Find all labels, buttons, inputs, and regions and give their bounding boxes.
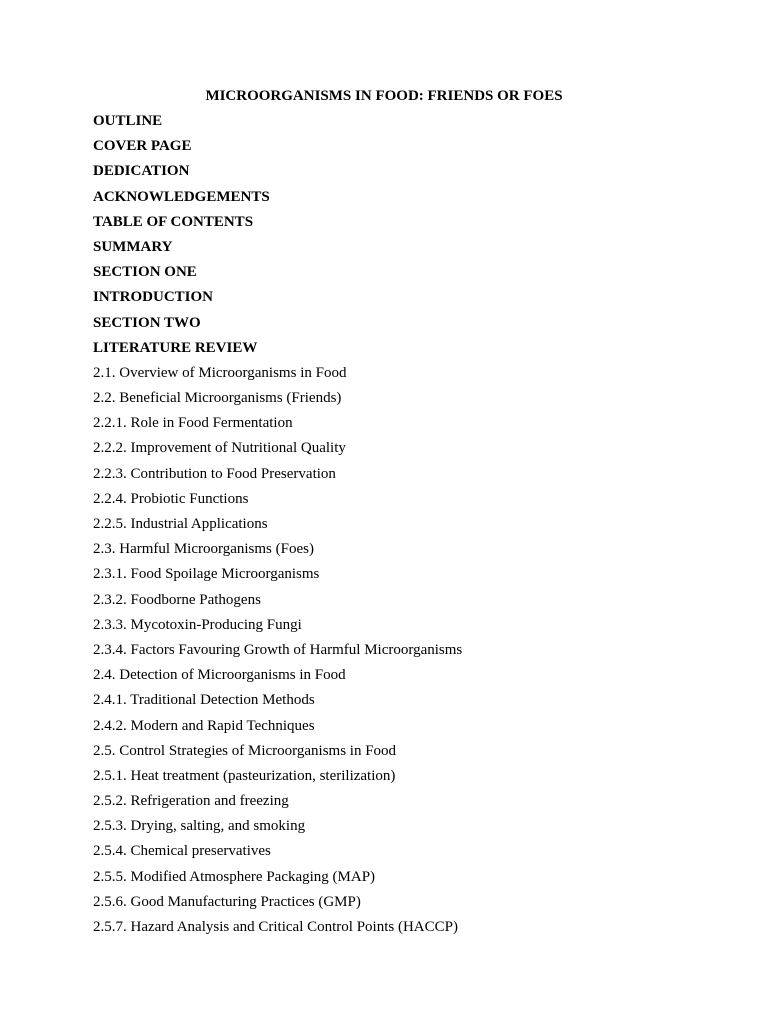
- outline-heading: OUTLINE: [93, 113, 163, 129]
- outline-entry: 2.1. Overview of Microorganisms in Food: [93, 364, 347, 381]
- outline-heading: SUMMARY: [93, 238, 173, 255]
- outline-entry: 2.2.2. Improvement of Nutritional Quality: [93, 440, 346, 457]
- outline-heading: LITERATURE REVIEW: [93, 339, 258, 356]
- outline-entry: 2.3.1. Food Spoilage Microorganisms: [93, 566, 320, 583]
- outline-heading: SECTION ONE: [93, 264, 197, 281]
- outline-heading: SECTION TWO: [93, 314, 201, 331]
- outline-heading: INTRODUCTION: [93, 289, 214, 306]
- outline-entry: 2.5.7. Hazard Analysis and Critical Control Points (HACCP): [93, 919, 458, 935]
- document-title: MICROORGANISMS IN FOOD: FRIENDS OR FOES: [205, 88, 563, 104]
- outline-entry: 2.3.3. Mycotoxin-Producing Fungi: [93, 616, 302, 633]
- outline-entry: 2.2.4. Probiotic Functions: [93, 490, 249, 507]
- outline-entry: 2.2. Beneficial Microorganisms (Friends): [93, 390, 342, 407]
- outline-entry: 2.5.1. Heat treatment (pasteurization, sterilization): [93, 767, 396, 784]
- outline-entry: 2.2.5. Industrial Applications: [93, 516, 268, 532]
- outline-entry: 2.5. Control Strategies of Microorganisms in Food: [93, 742, 397, 759]
- outline-entry: 2.5.6. Good Manufacturing Practices (GMP): [93, 893, 361, 910]
- outline-entry: 2.3.4. Factors Favouring Growth of Harmful Microorganisms: [93, 641, 463, 658]
- outline-entry: 2.2.1. Role in Food Fermentation: [93, 415, 293, 432]
- outline-entry: 2.5.2. Refrigeration and freezing: [93, 793, 289, 810]
- outline-entry: 2.5.4. Chemical preservatives: [93, 843, 271, 860]
- outline-entry: 2.2.3. Contribution to Food Preservation: [93, 465, 336, 482]
- outline-entry: 2.3. Harmful Microorganisms (Foes): [93, 541, 314, 558]
- outline-entry: 2.5.5. Modified Atmosphere Packaging (MAP): [93, 868, 376, 885]
- outline-heading: ACKNOWLEDGEMENTS: [93, 188, 270, 205]
- outline-list: [93, 111, 462, 942]
- outline-heading: TABLE OF CONTENTS: [93, 213, 254, 230]
- outline-heading: COVER PAGE: [93, 138, 192, 155]
- outline-entry: 2.5.3. Drying, salting, and smoking: [93, 818, 306, 835]
- outline-entry: 2.4.2. Modern and Rapid Techniques: [93, 717, 315, 734]
- outline-entry: 2.4. Detection of Microorganisms in Food: [93, 667, 346, 684]
- outline-entry: 2.4.1. Traditional Detection Methods: [93, 692, 315, 709]
- outline-entry: 2.3.2. Foodborne Pathogens: [93, 591, 261, 608]
- outline-heading: DEDICATION: [93, 163, 190, 180]
